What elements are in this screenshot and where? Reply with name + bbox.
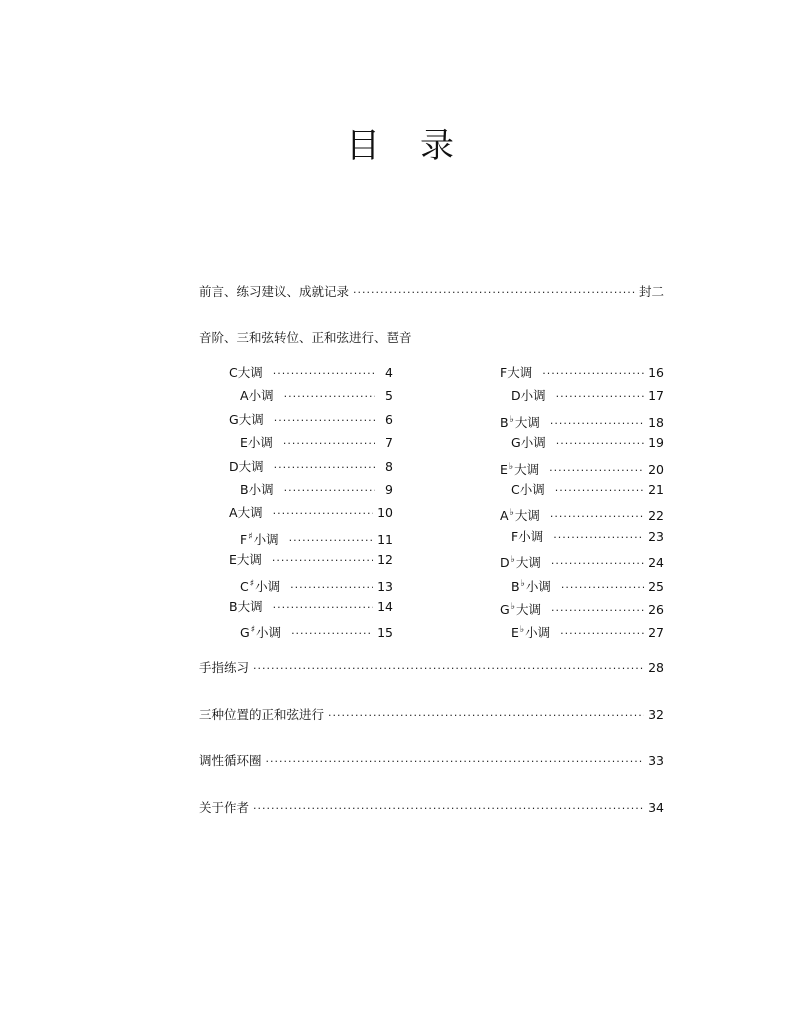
leader-dots: [560, 626, 644, 642]
toc-key-entry[interactable]: [229, 599, 393, 616]
key-kind: 大调: [237, 599, 263, 614]
toc-entry-label: 前言、练习建议、成就记录: [199, 284, 350, 299]
key-kind: 小调: [253, 531, 279, 547]
key-note: G: [240, 625, 250, 641]
toc-entry[interactable]: [199, 800, 664, 817]
key-kind: 大调: [238, 411, 264, 427]
toc-key-entry[interactable]: [240, 529, 393, 549]
sharp-icon: ♯: [248, 531, 253, 542]
toc-key-entry[interactable]: [229, 459, 393, 476]
toc-entry-page: 17: [648, 388, 664, 404]
key-kind: 小调: [518, 528, 544, 544]
toc-entry-label: 手指练习: [199, 660, 250, 675]
toc-entry-page: 24: [648, 555, 664, 571]
key-note: B: [229, 599, 238, 614]
key-label: [229, 459, 264, 475]
key-note: B: [511, 578, 520, 594]
toc-entry-page: 7: [385, 435, 393, 451]
key-kind: 小调: [248, 388, 274, 404]
leader-dots: [328, 708, 644, 724]
key-label: [511, 435, 546, 451]
toc-entry-page: 25: [648, 578, 664, 594]
toc-entry-page: 33: [648, 753, 664, 768]
toc-entry-label: 三种位置的正和弦进行: [199, 707, 325, 722]
leader-dots: [289, 533, 374, 549]
key-note: C: [511, 482, 520, 497]
toc-entry-page: 20: [648, 461, 664, 477]
leader-dots: [556, 389, 644, 405]
toc-entry[interactable]: [199, 660, 664, 677]
key-kind: 大调: [237, 505, 263, 521]
leader-dots: [561, 580, 644, 596]
key-label: [511, 529, 543, 545]
sharp-icon: ♯: [249, 578, 255, 589]
key-label: [511, 622, 550, 641]
leader-dots: [550, 509, 644, 525]
leader-dots: [274, 413, 375, 429]
leader-dots: [353, 285, 635, 301]
page-title: [0, 118, 800, 167]
key-note: G: [229, 411, 239, 427]
toc-key-entry[interactable]: [500, 599, 664, 619]
key-note: F: [240, 531, 248, 547]
toc-key-entry[interactable]: [511, 529, 664, 546]
key-kind: 小调: [256, 625, 282, 641]
key-kind: 小调: [247, 435, 273, 451]
key-kind: 小调: [525, 625, 551, 641]
key-note: D: [511, 388, 521, 404]
key-kind: 大调: [238, 458, 264, 474]
leader-dots: [273, 366, 375, 382]
toc-entry-page: 16: [648, 365, 664, 380]
key-note: D: [229, 458, 239, 474]
toc-entry-page: 34: [648, 800, 664, 815]
key-note: F: [500, 365, 508, 380]
toc-key-entry[interactable]: [511, 435, 664, 452]
toc-entry-page: 18: [648, 414, 664, 430]
key-label: [511, 482, 545, 498]
leader-dots: [253, 661, 644, 677]
leader-dots: [274, 460, 375, 476]
key-label: [240, 622, 281, 641]
leader-dots: [273, 600, 374, 616]
flat-icon: ♭: [510, 602, 515, 612]
key-label: [500, 505, 540, 524]
toc-entry-page: 28: [648, 660, 664, 675]
leader-dots: [551, 603, 644, 619]
toc-entry-page: 5: [385, 388, 393, 404]
toc-entry-page: 12: [377, 552, 393, 568]
key-label: [240, 529, 279, 548]
toc-key-entry[interactable]: [511, 482, 664, 499]
key-label: [511, 576, 551, 595]
leader-dots: [284, 389, 375, 405]
leader-dots: [253, 801, 644, 817]
toc-entry[interactable]: [199, 707, 664, 724]
key-label: [500, 599, 541, 618]
key-label: [229, 505, 263, 521]
flat-icon: ♭: [509, 508, 514, 519]
toc-key-entry[interactable]: [500, 505, 664, 525]
key-kind: 大调: [237, 365, 263, 380]
toc-entry-page: 封二: [638, 284, 664, 299]
toc-entry-page: 27: [648, 625, 664, 641]
flat-icon: ♭: [520, 578, 525, 589]
toc-entry-page: 23: [648, 528, 664, 544]
toc-entry-page: 13: [377, 578, 393, 594]
toc-entry-page: 15: [377, 625, 393, 641]
key-label: [511, 388, 546, 404]
key-note: G: [500, 602, 510, 617]
key-label: [500, 459, 539, 478]
toc-entry-page: 32: [648, 707, 664, 722]
key-label: [240, 482, 274, 498]
toc-entry-page: 9: [385, 482, 393, 497]
toc-key-entry[interactable]: [240, 622, 393, 642]
title-char-2: 录: [420, 126, 454, 166]
key-label: [500, 412, 540, 431]
key-label: [240, 576, 280, 595]
key-kind: 小调: [248, 482, 274, 497]
toc-entry-page: 14: [377, 599, 393, 614]
key-note: A: [500, 508, 509, 524]
toc-entry-label: 关于作者: [199, 800, 250, 815]
key-note: D: [500, 555, 510, 571]
key-note: E: [240, 435, 248, 451]
key-kind: 大调: [514, 461, 540, 477]
toc-key-entry[interactable]: [229, 412, 393, 429]
toc-key-entry[interactable]: [500, 552, 664, 572]
toc-key-entry[interactable]: [229, 552, 393, 569]
leader-dots: [291, 626, 373, 642]
key-kind: 大调: [515, 602, 541, 617]
toc-key-entry[interactable]: [511, 576, 664, 596]
key-kind: 小调: [525, 578, 551, 594]
toc-key-entry[interactable]: [511, 388, 664, 405]
section-heading: 音阶、三和弦转位、正和弦进行、琶音: [199, 330, 412, 345]
key-note: C: [240, 578, 249, 594]
toc-entry-page: 6: [385, 411, 393, 427]
leader-dots: [290, 580, 373, 596]
toc-entry-label: 调性循环圈: [199, 753, 262, 768]
key-note: B: [500, 414, 509, 430]
leader-dots: [556, 436, 644, 452]
key-kind: 小调: [520, 388, 546, 404]
key-label: [500, 365, 532, 381]
toc-entry-page: 19: [648, 435, 664, 451]
leader-dots: [283, 436, 375, 452]
toc-key-entry[interactable]: [240, 435, 393, 452]
key-label: [229, 552, 262, 568]
toc-entry-page: 22: [648, 508, 664, 524]
key-kind: 大调: [515, 555, 541, 571]
toc-entry[interactable]: [199, 753, 664, 770]
toc-key-entry[interactable]: [240, 388, 393, 405]
key-label: [240, 388, 274, 404]
leader-dots: [273, 506, 374, 522]
key-kind: 小调: [520, 435, 546, 451]
toc-key-entry[interactable]: [511, 622, 664, 642]
toc-entry-page: 10: [377, 505, 393, 521]
key-kind: 小调: [255, 578, 281, 594]
toc-entry-page: 21: [648, 482, 664, 497]
toc-key-entry[interactable]: [240, 482, 393, 499]
key-label: [229, 365, 263, 381]
leader-dots: [266, 754, 645, 770]
key-note: E: [511, 625, 519, 641]
key-note: A: [229, 505, 238, 521]
key-kind: 大调: [514, 414, 540, 430]
key-note: B: [240, 482, 249, 497]
leader-dots: [272, 553, 373, 569]
flat-icon: ♭: [509, 414, 514, 425]
title-char-1: 目: [346, 126, 380, 166]
toc-key-entry[interactable]: [500, 365, 664, 382]
leader-dots: [550, 416, 644, 432]
key-note: E: [229, 552, 237, 568]
key-label: [229, 412, 264, 428]
toc-entry-preface[interactable]: [199, 284, 664, 301]
toc-entry-page: 11: [377, 531, 393, 547]
key-note: G: [511, 435, 521, 451]
toc-key-entry[interactable]: [240, 576, 393, 596]
key-label: [240, 435, 273, 451]
leader-dots: [551, 556, 644, 572]
key-kind: 大调: [507, 365, 533, 380]
key-note: E: [500, 461, 508, 477]
toc-key-entry[interactable]: [229, 505, 393, 522]
flat-icon: ♭: [510, 555, 515, 566]
flat-icon: ♭: [519, 625, 525, 636]
leader-dots: [555, 483, 644, 499]
key-kind: 大调: [514, 508, 540, 524]
key-note: F: [511, 528, 519, 544]
toc-key-entry[interactable]: [500, 412, 664, 432]
key-note: C: [229, 365, 238, 380]
toc-key-entry[interactable]: [500, 459, 664, 479]
leader-dots: [549, 463, 644, 479]
key-kind: 大调: [236, 552, 262, 568]
toc-entry-page: 26: [648, 602, 664, 617]
key-label: [500, 552, 541, 571]
flat-icon: ♭: [508, 461, 514, 472]
toc-entry-page: 8: [385, 458, 393, 474]
key-kind: 小调: [519, 482, 545, 497]
leader-dots: [284, 483, 375, 499]
key-note: A: [240, 388, 249, 404]
leader-dots: [553, 530, 644, 546]
leader-dots: [542, 366, 644, 382]
toc-entry-page: 4: [385, 365, 393, 380]
sharp-icon: ♯: [250, 625, 256, 636]
toc-key-entry[interactable]: [229, 365, 393, 382]
key-label: [229, 599, 263, 615]
